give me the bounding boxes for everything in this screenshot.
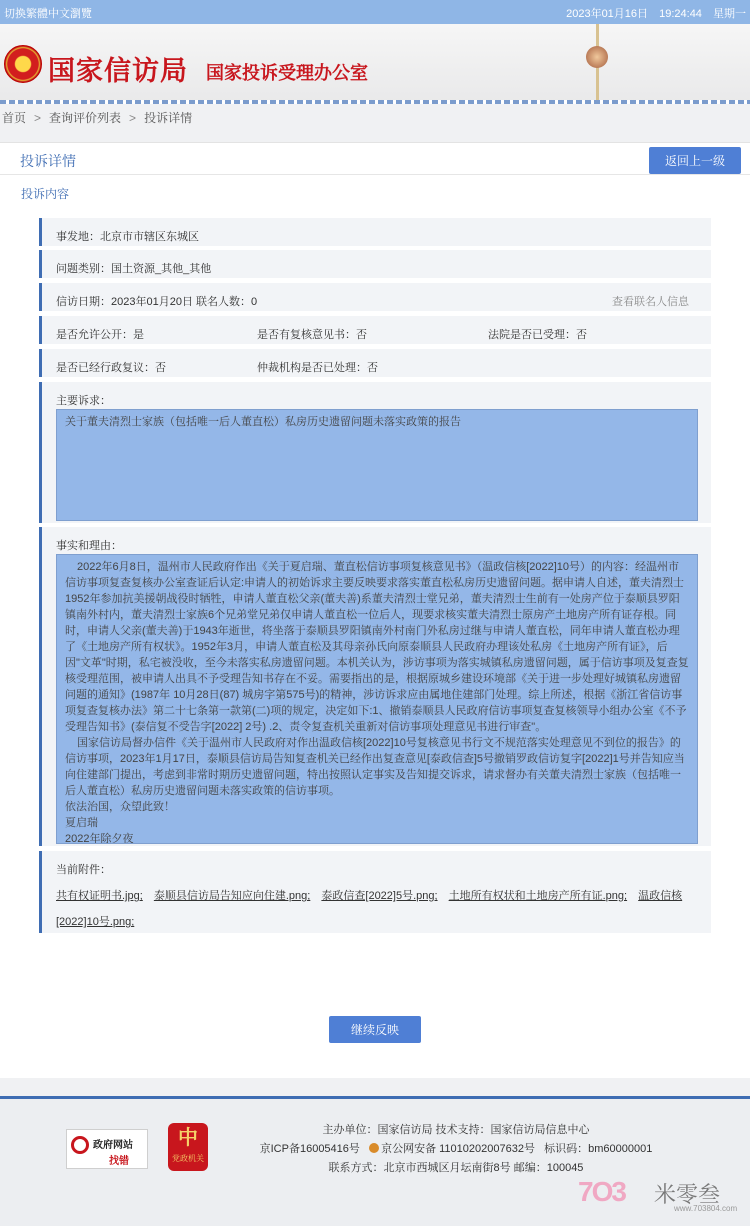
back-button[interactable]: 返回上一级	[649, 147, 741, 174]
facts-date: 2022年除夕夜	[65, 833, 134, 844]
detail-panel	[0, 142, 750, 1078]
watermark	[578, 1176, 743, 1216]
site-title[interactable]: 国家信访局	[48, 56, 188, 86]
attachments-list	[56, 883, 701, 935]
police-link[interactable]: 京公网安备 11010202007632号	[381, 1143, 535, 1155]
section-title: 投诉内容	[21, 187, 70, 201]
breadcrumb-current: 投诉详情	[144, 111, 193, 125]
attachment-link[interactable]: 温政信核[2022]10号.png;	[56, 890, 683, 928]
arbitration-text: 仲裁机构是否已处理：否	[257, 362, 378, 374]
breadcrumb-separator: >	[129, 111, 137, 125]
footer	[0, 1099, 750, 1226]
national-emblem-icon	[4, 45, 42, 83]
facts-signature: 夏启瑞	[65, 817, 98, 829]
magnifier-icon	[71, 1136, 89, 1154]
court-accepted-text: 法院是否已受理：否	[488, 329, 587, 341]
admin-review-text: 是否已经行政复议：否	[56, 362, 166, 374]
breadcrumb-list[interactable]: 查询评价列表	[49, 111, 122, 125]
watermark-text: 米零叁	[654, 1182, 721, 1207]
date-row	[39, 283, 711, 311]
site-code: 标识码：bm60000001	[544, 1143, 653, 1155]
facts-paragraph: 依法治国，众望此致！	[65, 801, 175, 813]
watermark-url: www.703804.com	[674, 1204, 738, 1213]
site-subtitle: 国家投诉受理办公室	[206, 63, 368, 83]
site-banner	[0, 24, 750, 102]
weekday-text: 星期一	[713, 8, 746, 20]
attachment-link[interactable]: 泰政信查[2022]5号.png;	[321, 890, 438, 902]
facts-row	[39, 527, 711, 846]
badge-gov-sub: 党政机关	[172, 1154, 204, 1163]
police-badge-icon	[369, 1143, 379, 1153]
attachment-link[interactable]: 土地所有权状和土地房产所有证.png;	[448, 890, 628, 902]
category-text: 问题类别：国土资源_其他_其他	[56, 263, 212, 275]
main-request-box[interactable]	[56, 409, 698, 521]
date-text: 2023年01月16日	[566, 8, 649, 20]
category-row	[39, 250, 711, 278]
gov-site-error-badge[interactable]	[66, 1129, 148, 1169]
breadcrumb-separator: >	[34, 111, 42, 125]
datetime	[558, 5, 746, 21]
attachments-row	[39, 851, 711, 933]
main-request-row	[39, 382, 711, 523]
panel-title: 投诉详情	[20, 153, 76, 169]
footer-info	[246, 1121, 666, 1178]
panel-header	[0, 143, 750, 175]
top-bar	[0, 0, 750, 24]
breadcrumb	[0, 106, 750, 130]
main-request-label: 主要诉求：	[56, 395, 111, 407]
public-allowed-text: 是否允许公开：是	[56, 329, 144, 341]
location-row	[39, 218, 711, 246]
facts-box[interactable]	[56, 554, 698, 844]
facts-paragraph: 国家信访局督办信件《关于温州市人民政府对作出温政信核[2022]10号复核意见书行文不规范落实处理意见不到位的报告》的信访事项，2023年1月17日，泰顺县信访局告知复查机关已经作出复查意见[泰政信查]5号撤销罗政信访复字[2022]1号并告知应当向住建部门提出，考虑到非常时期历史遗留问题，特出按照认定事实及告知提交诉求，请求督办有关董夫清烈士家族（包括唯一后人董直松）私房历史遗留问题未落实政策的信访事项。	[65, 737, 685, 797]
breadcrumb-home[interactable]: 首页	[2, 111, 27, 125]
divider	[0, 100, 750, 104]
time-text: 19:24:44	[659, 8, 702, 20]
badge-site-line2: 找错	[109, 1156, 129, 1167]
footer-host: 主办单位：国家信访局 技术支持：国家信访局信息中心	[322, 1124, 590, 1136]
badge-site-line1: 政府网站	[93, 1140, 133, 1151]
watermark-logo: 7O3	[578, 1176, 625, 1207]
facts-label: 事实和理由：	[56, 540, 122, 552]
status-row-2	[39, 349, 711, 377]
view-cosigners-link[interactable]: 查看联名人信息	[612, 296, 689, 308]
badge-gov-char: 中	[178, 1127, 198, 1149]
continue-button[interactable]: 继续反映	[329, 1016, 421, 1043]
footer-registration	[246, 1140, 666, 1159]
traditional-chinese-link[interactable]: 切換繁體中文瀏覽	[4, 8, 92, 20]
party-gov-badge[interactable]	[168, 1123, 208, 1171]
footer-contact: 联系方式：北京市西城区月坛南街8号 邮编：100045	[328, 1162, 584, 1174]
attachment-link[interactable]: 泰顺县信访局告知应向住建.png;	[153, 890, 311, 902]
review-opinion-text: 是否有复核意见书：否	[257, 329, 367, 341]
attachment-link[interactable]: 共有权证明书.jpg;	[56, 890, 143, 902]
attachments-label: 当前附件：	[56, 864, 111, 876]
facts-paragraph: 2022年6月8日，温州市人民政府作出《关于夏启瑞、董直松信访事项复核意见书》（温政信核[2022]10号）的内容：经温州市信访事项复查复核办公室查证后认定:申请人的初始诉求主要反映要求落实董直松私房历史遗留问题。据申请人自述，董夫清烈士1952年参加抗美援朝战役时牺牲，申请人董直松父亲(董夫善)系董夫清烈士堂兄弟，董夫清烈士生前有一处房产位于泰顺县罗阳镇南外村内，董夫清烈士家族6个兄弟堂兄弟仅申请人董直松一位后人，现要求核实董夫清烈士原房产土地房产所有证存根。同时，申请人父亲(董夫善)于1943年逝世，将坐落于泰顺县罗阳镇南外村南门外私房过继与申请人董直松，同年申请人董直松办理了《土地房产所有权状》。1952年3月，申请人董直松及其母亲孙氏向原泰顺县人民政府办理该处私房《土地房产所有证》，后因"文革"时期，私宅被没收，至今未落实私房遗留问题。本机关认为，涉访事项为落实城镇私房遗留问题，属于信访事项及复查复核受理范围，被申请人出具不予受理告知书存在不妥。需要指出的是，根据原城乡建设环境部《关于进一步处理好城镇私房遗留问题的通知》(1987年 10月28日(87) 城房字第575号)的精神，涉访诉求应由属地住建部门处理。综上所述，根据《浙江省信访事项复查复核办法》第二十七条第一款第(二)项的规定，决定如下:1、撤销泰顺县人民政府信访事项复查复核领导小组办公室《不予受理告知书》(泰信复不受告字[2022] 2号) .2、责令复查机关重新对信访事项处理意见书进行审查"。	[65, 561, 689, 733]
icp-link[interactable]: 京ICP备16005416号	[259, 1143, 360, 1155]
status-row-1	[39, 316, 711, 344]
date-count-text: 信访日期：2023年01月20日 联名人数：0	[56, 296, 258, 308]
main-request-text: 关于董夫清烈士家族（包括唯一后人董直松）私房历史遗留问题未落实政策的报告	[65, 416, 461, 428]
tower-decoration-icon	[578, 24, 618, 102]
location-text: 事发地：北京市市辖区东城区	[56, 231, 199, 243]
